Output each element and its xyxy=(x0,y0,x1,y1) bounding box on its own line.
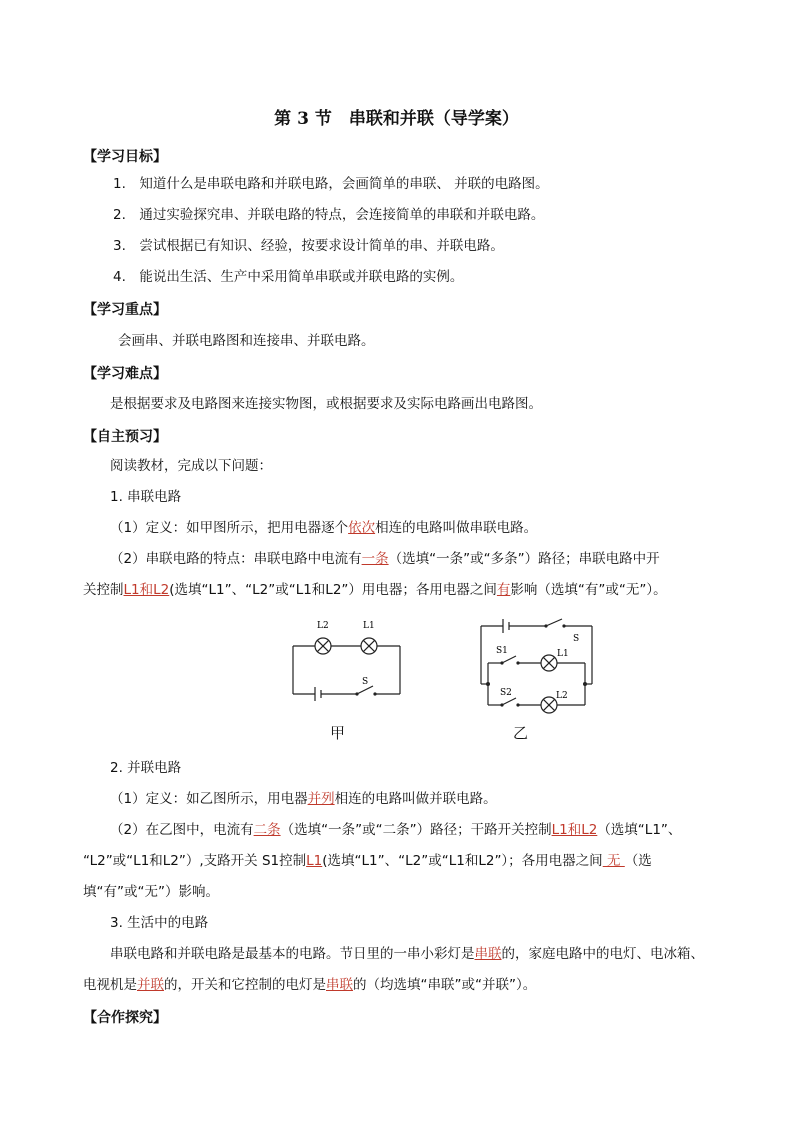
answer-blank: 串联 xyxy=(326,977,353,993)
diagram-caption-yi: 乙 xyxy=(513,724,529,742)
answer-blank: L1 xyxy=(306,853,323,869)
answer-blank: 有 xyxy=(496,582,511,598)
text: （选填“一条”或“多条”）路径；串联电路中开 xyxy=(388,551,660,567)
text: 的，家庭电路中的电灯、电冰箱、 xyxy=(501,946,704,962)
text: 影响（选填“有”或“无”）。 xyxy=(510,582,667,598)
answer-blank: L1和L2 xyxy=(551,822,598,838)
text: （选 xyxy=(624,853,652,869)
answer-blank: L1和L2 xyxy=(123,582,170,598)
text: （2）在乙图中，电流有 xyxy=(110,822,254,838)
text: “L2”或“L1和L2”）,支路开关 S1控制 xyxy=(83,853,307,869)
text: (选填“L1”、“L2”或“L1和L2”）；各用电器之间 xyxy=(322,853,603,869)
life-line1 xyxy=(110,944,704,964)
preview-intro: 阅读教材，完成以下问题： xyxy=(110,458,272,474)
text: （2）串联电路的特点：串联电路中电流有 xyxy=(110,551,362,567)
section-preview: 【自主预习】 xyxy=(83,429,167,445)
label-s2: S2 xyxy=(500,688,512,698)
text: 串联电路和并联电路是最基本的电路。节日里的一串小彩灯是 xyxy=(110,946,475,962)
label-l1: L1 xyxy=(363,621,375,631)
goal-item: 1. 知道什么是串联电路和并联电路，会画简单的串联、 并联的电路图。 xyxy=(113,176,549,192)
answer-blank: 无 xyxy=(602,853,625,869)
text: 的，开关和它控制的电灯是 xyxy=(164,977,326,993)
label-s: S xyxy=(362,677,369,687)
text: 电视机是 xyxy=(83,977,137,993)
life-line2 xyxy=(83,975,536,995)
goal-item: 2. 通过实验探究串、并联电路的特点，会连接简单的串联和并联电路。 xyxy=(113,207,545,223)
answer-blank: 并列 xyxy=(307,791,335,807)
section-goals: 【学习目标】 xyxy=(83,149,167,165)
parallel-circuit-diagram xyxy=(478,614,600,724)
text: （1）定义：如乙图所示，用电器 xyxy=(110,791,308,807)
section-coop: 【合作探究】 xyxy=(83,1010,167,1026)
text: 相连的电路叫做并联电路。 xyxy=(334,791,497,807)
series-feature-line2 xyxy=(83,580,667,600)
series-circuit-diagram xyxy=(285,612,410,702)
text: （1）定义：如甲图所示，把用电器逐个 xyxy=(110,520,349,536)
goal-item: 4. 能说出生活、生产中采用简单串联或并联电路的实例。 xyxy=(113,269,464,285)
section-focus: 【学习重点】 xyxy=(83,302,167,318)
goal-item: 3. 尝试根据已有知识、经验，按要求设计简单的串、并联电路。 xyxy=(113,238,504,254)
parallel-line3: 填“有”或“无”）影响。 xyxy=(83,884,219,900)
difficulty-text: 是根据要求及电路图来连接实物图，或根据要求及实际电路画出电路图。 xyxy=(110,396,542,412)
text: 关控制 xyxy=(83,582,124,598)
series-heading: 1. 串联电路 xyxy=(110,489,182,505)
text: 的（均选填“串联”或“并联”）。 xyxy=(353,977,537,993)
parallel-line2 xyxy=(83,851,652,871)
answer-blank: 并联 xyxy=(137,977,164,993)
label-l1: L1 xyxy=(557,649,569,659)
label-s: S xyxy=(573,634,580,644)
section-difficulty: 【学习难点】 xyxy=(83,366,167,382)
focus-text: 会画串、并联电路图和连接串、并联电路。 xyxy=(118,333,375,349)
text: （选填“L1”、 xyxy=(597,822,682,838)
answer-blank: 依次 xyxy=(348,520,376,536)
answer-blank: 串联 xyxy=(474,946,502,962)
text: 相连的电路叫做串联电路。 xyxy=(375,520,538,536)
answer-blank: 二条 xyxy=(253,822,281,838)
parallel-definition xyxy=(110,789,497,809)
life-heading: 3. 生活中的电路 xyxy=(110,915,209,931)
parallel-line1 xyxy=(110,820,681,840)
series-definition xyxy=(110,518,537,538)
answer-blank: 一条 xyxy=(361,551,389,567)
label-s1: S1 xyxy=(496,646,508,656)
page-title: 第 3 节 串联和并联（导学案） xyxy=(274,109,519,129)
label-l2: L2 xyxy=(317,621,329,631)
diagram-caption-jia: 甲 xyxy=(330,724,346,742)
series-feature-line1 xyxy=(110,549,660,569)
text: (选填“L1”、“L2”或“L1和L2”）用电器；各用电器之间 xyxy=(169,582,497,598)
parallel-heading: 2. 并联电路 xyxy=(110,760,182,776)
label-l2: L2 xyxy=(556,691,568,701)
text: （选填“一条”或“二条”）路径；干路开关控制 xyxy=(280,822,552,838)
